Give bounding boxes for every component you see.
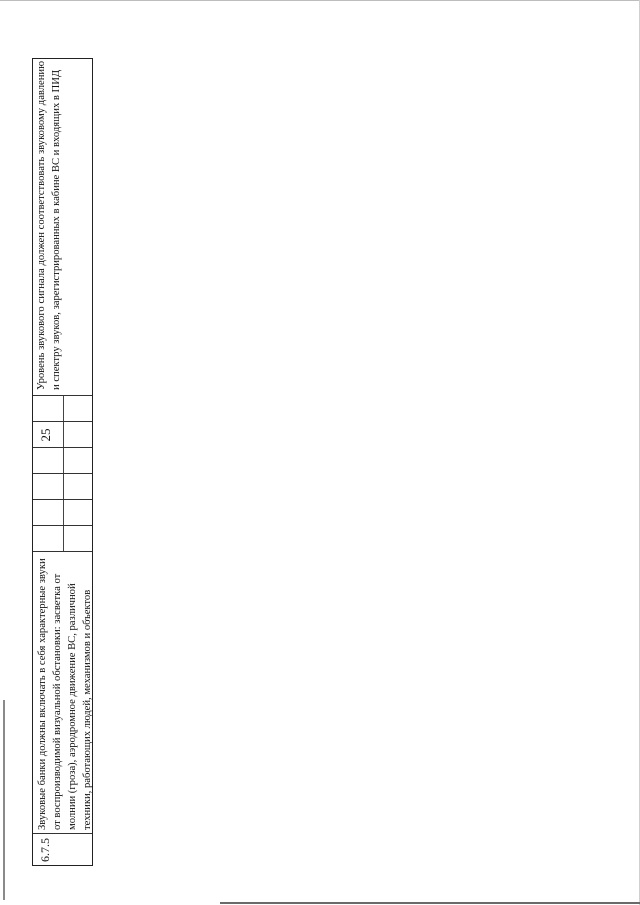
row-number: 6.7.5 — [38, 838, 52, 862]
blank-cell — [33, 447, 92, 473]
scan-edge-bottom — [220, 902, 640, 904]
requirement-cell — [33, 57, 92, 395]
blank-cell — [33, 473, 92, 499]
blank-cell — [33, 499, 92, 525]
cell-divider — [63, 396, 64, 421]
cell-divider — [63, 448, 64, 473]
blank-cell — [33, 421, 92, 447]
row-description: Звуковые банки должны включать в себя характерные звуки от воспроизводимой визуальной обстановки: засветка от молнии (гроза), аэродромное движение ВС, различной техники, работающих людей, механизмов и объектов — [37, 558, 93, 830]
page-number: 25 — [38, 428, 53, 442]
blank-cell — [33, 395, 92, 421]
blank-cell — [33, 525, 92, 551]
scan-edge-left — [3, 700, 5, 900]
scan-edge-top — [0, 0, 640, 1]
description-cell — [33, 551, 92, 833]
cell-divider — [63, 526, 64, 551]
cell-divider — [63, 474, 64, 499]
row-number-cell — [33, 833, 92, 865]
cell-divider — [63, 422, 64, 447]
requirements-table — [32, 58, 93, 866]
row-requirement: Уровень звукового сигнала должен соответствовать звуковому давлению и спектру звуков, зарегистрированных в кабине ВС и входящих в ПИД — [36, 61, 62, 390]
cell-divider — [63, 500, 64, 525]
